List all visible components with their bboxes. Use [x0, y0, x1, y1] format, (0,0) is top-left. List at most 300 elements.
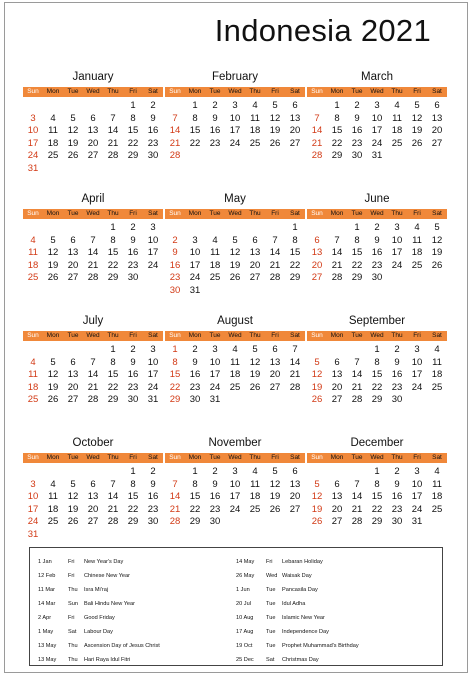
day-cell	[43, 344, 63, 357]
day-cell	[63, 222, 83, 235]
day-cell: 7	[172, 112, 178, 124]
holiday-row	[38, 569, 243, 583]
day-cell: 5	[414, 100, 420, 111]
day-cell: 5	[50, 234, 56, 246]
day-cell: 9	[394, 356, 400, 368]
day-cell: 31	[27, 528, 39, 540]
day-cell: 29	[189, 516, 201, 527]
day-cell	[407, 272, 427, 285]
day-cell: 4	[50, 478, 56, 490]
day-cell: 18	[47, 137, 59, 149]
weekday-label: Sat	[290, 210, 300, 217]
weekday-label: Tue	[209, 88, 221, 95]
day-cell: 7	[90, 356, 96, 368]
day-cell: 2	[394, 344, 400, 355]
day-cell: 23	[169, 272, 181, 283]
weekday-label: Tue	[67, 454, 79, 461]
holiday-date: 26 May	[236, 573, 255, 579]
weekday-header	[23, 209, 163, 219]
weekday-label: Fri	[271, 454, 279, 461]
day-cell: 15	[371, 491, 383, 502]
weekday-label: Wed	[228, 332, 242, 339]
holiday-name: Christmas Day	[282, 657, 319, 663]
day-cell: 4	[30, 234, 36, 246]
weekday-label: Wed	[370, 332, 384, 339]
weekday-label: Sat	[148, 454, 158, 461]
day-cell	[185, 222, 205, 235]
day-cell	[327, 344, 347, 357]
day-cell: 16	[391, 491, 403, 502]
day-cell: 29	[289, 272, 301, 283]
day-cell	[63, 529, 83, 542]
day-cell: 31	[411, 516, 423, 527]
weekday-header	[165, 209, 305, 219]
day-cell: 1	[292, 222, 298, 233]
holiday-row	[236, 639, 441, 653]
holiday-name: Waisak Day	[282, 573, 312, 579]
weekday-label: Wed	[228, 454, 242, 461]
day-cell: 18	[47, 503, 59, 515]
day-cell: 16	[209, 491, 221, 502]
day-cell: 5	[50, 356, 56, 368]
weekday-label: Fri	[129, 88, 137, 95]
weekday-label: Thu	[391, 332, 403, 339]
weekday-label: Thu	[391, 454, 403, 461]
day-cell: 20	[87, 137, 99, 149]
day-cell: 8	[130, 112, 136, 124]
day-cell: 18	[411, 247, 423, 258]
day-cell: 26	[67, 516, 79, 527]
weekday-label: Tue	[67, 88, 79, 95]
day-cell: 26	[47, 272, 59, 283]
day-cell: 26	[411, 137, 423, 149]
day-cell: 7	[292, 344, 298, 355]
day-cell: 16	[127, 369, 139, 380]
weekday-label: Wed	[86, 210, 100, 217]
holiday-name: Ascension Day of Jesus Christ	[84, 643, 160, 649]
day-cell: 9	[212, 112, 218, 124]
day-cell: 24	[27, 150, 39, 161]
day-cell: 21	[87, 381, 99, 393]
day-cell: 20	[87, 503, 99, 515]
day-cell: 14	[107, 125, 119, 136]
day-cell: 29	[331, 150, 343, 161]
day-cell: 7	[110, 112, 116, 124]
day-grid	[307, 344, 447, 407]
weekday-label: Mon	[46, 210, 60, 217]
day-cell: 31	[147, 394, 159, 405]
holiday-date: 20 Jul	[236, 601, 251, 607]
day-cell	[143, 272, 163, 285]
day-cell	[407, 150, 427, 163]
day-cell: 15	[169, 369, 181, 380]
day-cell: 29	[169, 394, 181, 405]
day-cell: 30	[351, 150, 363, 161]
day-cell: 17	[147, 247, 159, 258]
day-cell: 27	[311, 272, 323, 283]
day-cell	[265, 285, 285, 298]
holiday-date: 13 May	[38, 657, 57, 663]
day-cell: 16	[391, 369, 403, 380]
day-cell: 9	[212, 478, 218, 490]
day-cell: 23	[189, 381, 201, 393]
day-cell: 28	[169, 150, 181, 161]
day-cell: 8	[292, 234, 298, 246]
day-cell	[23, 100, 43, 113]
holiday-weekday: Fri	[266, 559, 273, 565]
day-cell: 7	[354, 356, 360, 368]
holiday-name: Prophet Muhammad's Birthday	[282, 643, 359, 649]
day-cell: 22	[107, 381, 119, 393]
day-cell: 10	[27, 491, 39, 502]
day-cell: 20	[67, 381, 79, 393]
month-name: July	[82, 315, 104, 327]
day-cell: 6	[334, 356, 340, 368]
day-cell: 14	[289, 356, 301, 368]
day-cell: 10	[189, 247, 201, 258]
day-cell: 8	[354, 234, 360, 246]
day-cell: 23	[371, 259, 383, 271]
day-cell: 20	[67, 259, 79, 271]
day-cell: 11	[250, 478, 260, 490]
day-cell: 26	[47, 394, 59, 405]
day-cell	[327, 222, 347, 235]
holiday-row	[38, 555, 243, 569]
day-cell: 15	[107, 369, 119, 380]
day-cell	[43, 163, 63, 176]
day-cell	[123, 529, 143, 542]
month-august	[165, 314, 305, 407]
day-cell: 16	[169, 259, 181, 271]
day-cell: 4	[212, 234, 218, 246]
weekday-label: Mon	[188, 332, 202, 339]
month-december	[307, 436, 447, 529]
day-grid	[23, 222, 163, 285]
weekday-label: Sun	[169, 210, 181, 217]
day-cell: 30	[209, 516, 221, 527]
weekday-header	[307, 209, 447, 219]
day-cell: 24	[391, 259, 403, 271]
day-cell: 14	[169, 491, 181, 502]
holiday-name: New Year's Day	[84, 559, 124, 565]
day-cell	[205, 285, 225, 298]
month-name: March	[361, 71, 393, 83]
day-cell	[347, 344, 367, 357]
month-september	[307, 314, 447, 407]
weekday-label: Sat	[148, 210, 158, 217]
day-cell: 13	[269, 356, 281, 368]
day-cell: 22	[189, 503, 201, 515]
holiday-date: 1 Jan	[38, 559, 52, 565]
day-cell: 29	[127, 516, 139, 527]
day-cell: 29	[371, 394, 383, 405]
day-cell: 20	[289, 491, 301, 502]
holiday-row	[38, 583, 243, 597]
weekday-label: Sun	[311, 332, 323, 339]
day-cell: 4	[232, 344, 238, 355]
holiday-name: Bali Hindu New Year	[84, 601, 135, 607]
weekday-label: Wed	[228, 210, 242, 217]
day-cell: 8	[172, 356, 178, 368]
day-cell: 19	[311, 503, 323, 515]
day-cell: 13	[87, 125, 99, 136]
holiday-row	[38, 611, 243, 625]
month-june	[307, 192, 447, 285]
day-cell: 28	[269, 272, 281, 283]
day-grid	[23, 344, 163, 407]
month-january	[23, 70, 163, 175]
day-cell: 29	[127, 150, 139, 161]
holiday-row	[38, 597, 243, 611]
day-cell: 26	[249, 381, 261, 393]
day-cell	[327, 466, 347, 479]
holiday-date: 12 Feb	[38, 573, 56, 579]
day-cell: 2	[354, 100, 360, 111]
day-cell: 6	[70, 234, 76, 246]
day-cell: 28	[289, 381, 301, 393]
day-cell	[285, 285, 305, 298]
weekday-label: Sun	[311, 88, 323, 95]
day-cell: 10	[229, 112, 241, 124]
day-cell: 24	[189, 272, 201, 283]
day-cell: 23	[209, 503, 221, 515]
day-cell: 1	[110, 222, 116, 233]
holiday-weekday: Sun	[68, 601, 78, 607]
day-cell	[83, 100, 103, 113]
month-october	[23, 436, 163, 541]
day-cell	[83, 344, 103, 357]
day-cell: 5	[314, 478, 320, 490]
day-cell	[143, 163, 163, 176]
day-cell	[225, 285, 245, 298]
day-cell	[63, 100, 83, 113]
day-cell: 13	[311, 247, 323, 258]
day-cell: 3	[394, 222, 400, 233]
weekday-header	[23, 331, 163, 341]
holiday-date: 1 Jun	[236, 587, 250, 593]
day-cell: 27	[289, 503, 301, 515]
day-grid	[307, 222, 447, 285]
holiday-name: Chinese New Year	[84, 573, 131, 579]
day-cell: 16	[189, 369, 201, 380]
day-cell: 7	[272, 234, 278, 246]
weekday-label: Thu	[107, 332, 119, 339]
day-cell: 4	[30, 356, 36, 368]
day-cell	[165, 222, 185, 235]
holiday-date: 25 Dec	[236, 657, 254, 663]
day-cell: 4	[434, 344, 440, 355]
day-cell: 2	[130, 222, 136, 233]
day-cell: 5	[272, 466, 278, 477]
day-cell: 26	[269, 137, 281, 149]
day-cell: 31	[189, 284, 201, 296]
day-cell: 25	[411, 259, 423, 271]
day-cell: 24	[27, 516, 39, 527]
day-cell: 1	[110, 344, 116, 355]
month-february	[165, 70, 305, 163]
day-cell: 11	[48, 125, 58, 136]
day-cell: 26	[431, 259, 443, 271]
day-cell: 19	[67, 137, 79, 149]
day-cell: 25	[47, 516, 59, 527]
day-cell: 9	[130, 234, 136, 246]
day-cell: 17	[229, 125, 241, 136]
holiday-weekday: Tue	[266, 615, 276, 621]
day-cell: 13	[431, 112, 443, 124]
day-cell: 16	[147, 491, 159, 502]
holiday-date: 19 Oct	[236, 643, 253, 649]
day-cell: 14	[331, 247, 343, 258]
day-cell: 9	[130, 356, 136, 368]
day-cell: 27	[87, 150, 99, 161]
day-cell: 17	[147, 369, 159, 380]
weekday-header	[165, 331, 305, 341]
day-cell: 28	[169, 516, 181, 527]
day-cell: 30	[189, 394, 201, 405]
day-cell: 19	[269, 491, 281, 502]
day-cell: 20	[289, 125, 301, 136]
holiday-date: 2 Apr	[38, 615, 52, 621]
day-cell: 16	[147, 125, 159, 136]
weekday-label: Sun	[169, 454, 181, 461]
day-cell: 19	[47, 381, 59, 393]
day-cell: 5	[232, 234, 238, 246]
day-cell: 4	[252, 466, 258, 477]
day-cell: 11	[412, 234, 422, 246]
day-cell: 10	[391, 234, 403, 246]
day-cell	[265, 516, 285, 529]
day-cell	[143, 529, 163, 542]
day-cell: 13	[87, 491, 99, 502]
day-cell: 12	[431, 234, 443, 246]
day-cell	[83, 222, 103, 235]
day-cell: 15	[289, 247, 301, 258]
day-cell: 15	[189, 125, 201, 136]
day-cell: 17	[229, 491, 241, 502]
day-cell: 24	[147, 259, 159, 271]
day-cell: 3	[374, 100, 380, 111]
day-cell: 4	[414, 222, 420, 233]
weekday-label: Wed	[370, 88, 384, 95]
day-cell: 11	[250, 112, 260, 124]
day-cell: 4	[434, 466, 440, 477]
day-cell: 1	[354, 222, 360, 233]
day-cell: 18	[229, 369, 241, 380]
day-cell: 8	[192, 478, 198, 490]
day-cell: 1	[192, 466, 198, 477]
day-cell: 6	[90, 112, 96, 124]
day-cell: 29	[371, 516, 383, 527]
day-cell: 12	[249, 356, 261, 368]
weekday-label: Tue	[67, 210, 79, 217]
weekday-label: Thu	[249, 332, 261, 339]
weekday-label: Mon	[188, 88, 202, 95]
day-cell: 3	[414, 344, 420, 355]
weekday-header	[165, 87, 305, 97]
weekday-label: Mon	[46, 454, 60, 461]
day-cell: 22	[169, 381, 181, 393]
weekday-label: Fri	[271, 332, 279, 339]
weekday-label: Sun	[27, 210, 39, 217]
day-cell: 2	[172, 234, 178, 246]
day-cell: 31	[209, 394, 221, 405]
day-cell: 9	[374, 234, 380, 246]
holiday-name: Islamic New Year	[282, 615, 325, 621]
weekday-label: Tue	[351, 88, 363, 95]
day-cell: 4	[252, 100, 258, 111]
day-cell: 12	[311, 491, 323, 502]
day-cell	[185, 150, 205, 163]
day-cell: 17	[391, 247, 403, 258]
day-cell: 15	[127, 125, 139, 136]
day-cell	[63, 344, 83, 357]
day-cell: 25	[249, 137, 261, 149]
day-cell: 28	[351, 394, 363, 405]
day-cell: 24	[209, 381, 221, 393]
day-cell: 27	[331, 394, 343, 405]
day-cell: 21	[269, 259, 281, 271]
day-cell	[265, 394, 285, 407]
weekday-label: Tue	[209, 332, 221, 339]
weekday-label: Fri	[129, 454, 137, 461]
day-cell: 6	[434, 100, 440, 111]
day-cell: 19	[67, 503, 79, 515]
day-cell: 11	[230, 356, 240, 368]
day-cell: 27	[87, 516, 99, 527]
holiday-weekday: Tue	[266, 629, 276, 635]
day-cell: 13	[67, 247, 79, 258]
day-cell: 11	[432, 478, 442, 490]
day-cell: 30	[371, 272, 383, 283]
holiday-column-right	[236, 555, 441, 667]
day-cell: 15	[107, 247, 119, 258]
day-cell: 14	[87, 369, 99, 380]
weekday-label: Mon	[188, 454, 202, 461]
weekday-label: Sun	[27, 454, 39, 461]
holiday-list	[29, 547, 443, 666]
holiday-weekday: Fri	[68, 615, 75, 621]
day-cell: 10	[229, 478, 241, 490]
weekday-label: Mon	[46, 332, 60, 339]
day-cell: 26	[229, 272, 241, 283]
holiday-weekday: Thu	[68, 587, 78, 593]
holiday-weekday: Thu	[68, 643, 78, 649]
weekday-label: Thu	[391, 210, 403, 217]
holiday-row	[38, 625, 243, 639]
day-cell: 26	[311, 394, 323, 405]
holiday-date: 14 Mar	[38, 601, 56, 607]
holiday-weekday: Sat	[266, 657, 275, 663]
weekday-label: Wed	[86, 332, 100, 339]
weekday-label: Tue	[67, 332, 79, 339]
weekday-label: Fri	[413, 454, 421, 461]
day-grid	[307, 100, 447, 163]
holiday-date: 14 May	[236, 559, 255, 565]
day-cell: 21	[107, 503, 119, 515]
day-cell: 23	[209, 137, 221, 149]
day-cell: 9	[192, 356, 198, 368]
day-cell	[265, 150, 285, 163]
day-cell: 5	[314, 356, 320, 368]
holiday-weekday: Tue	[266, 601, 276, 607]
day-cell: 17	[27, 137, 39, 149]
day-cell: 20	[269, 369, 281, 380]
day-cell	[103, 100, 123, 113]
day-cell: 12	[47, 369, 59, 380]
day-cell	[427, 394, 447, 407]
day-cell: 21	[351, 503, 363, 515]
day-cell: 10	[209, 356, 221, 368]
